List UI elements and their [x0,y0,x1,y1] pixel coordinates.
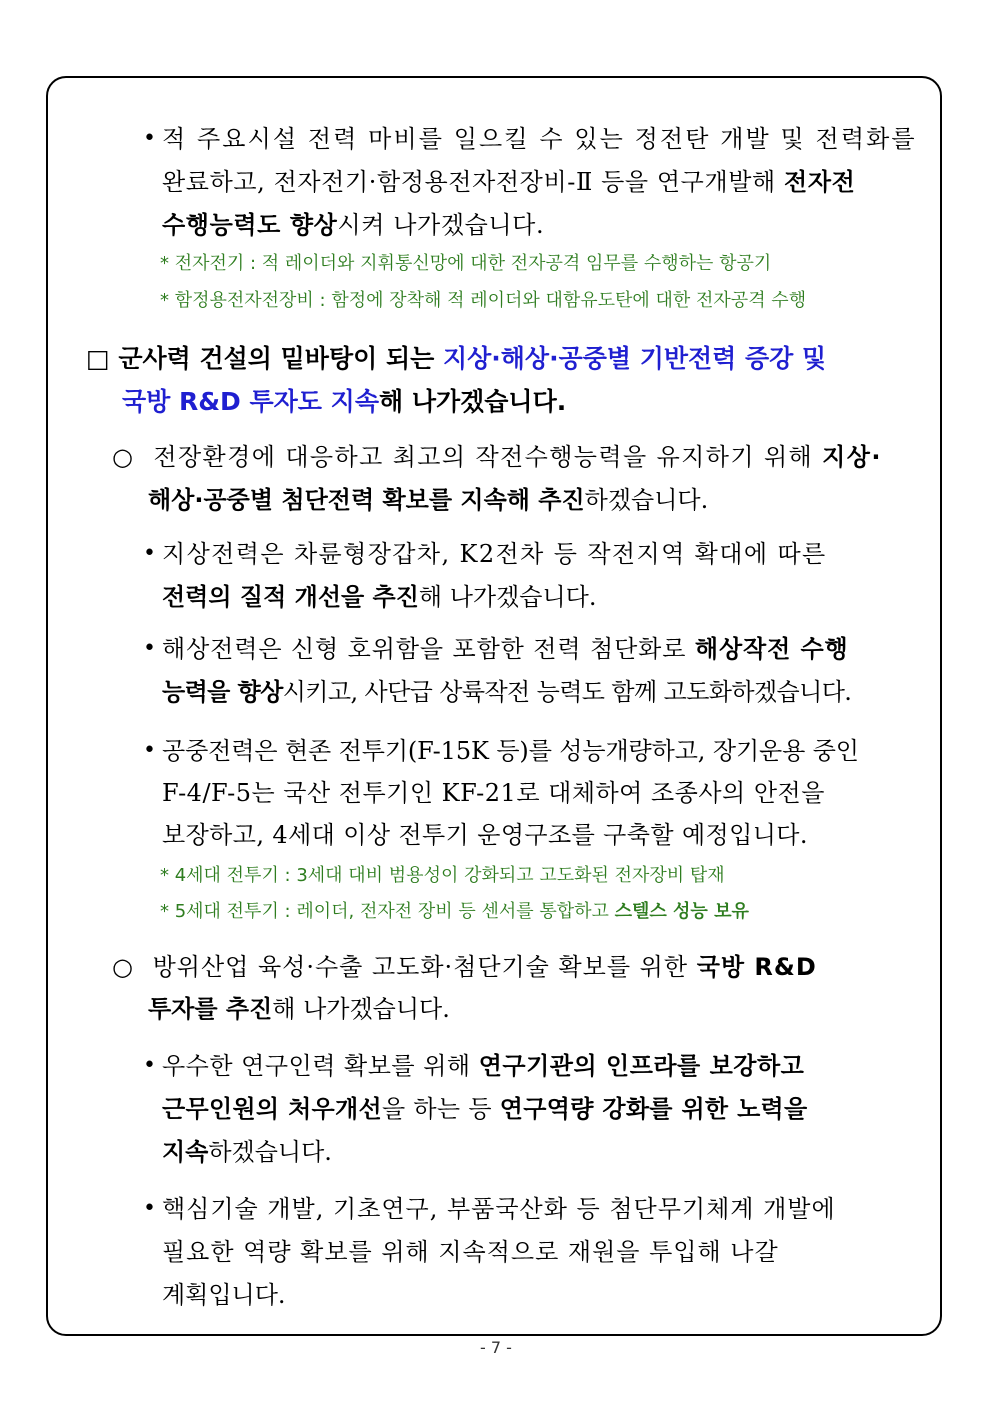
text-line: 수행능력도 향상시켜 나가겠습니다. [162,211,545,239]
bullet-icon: • [143,1053,156,1078]
footnote: * 함정용전자전장비 : 함정에 장착해 적 레이더와 대함유도탄에 대한 전자공격 수행 [160,290,807,311]
text-line: F-4/F-5는 국산 전투기인 KF-21로 대체하여 조종사의 안전을 [162,779,825,807]
circle-bullet-icon: ○ [112,953,134,981]
text-line: 적 주요시설 전력 마비를 일으킬 수 있는 정전탄 개발 및 전력화를 [162,125,917,153]
sub-item: ○ 전장환경에 대응하고 최고의 작전수행능력을 유지하기 위해 지상· [112,443,882,471]
text-line: 핵심기술 개발, 기초연구, 부품국산화 등 첨단무기체계 개발에 [162,1195,836,1223]
sub-item: ○ 방위산업 육성·수출 고도화·첨단기술 확보를 위한 국방 R&D [112,953,817,981]
sub-item: 해상·공중별 첨단전력 확보를 지속해 추진하겠습니다. [148,486,709,514]
bullet-icon: • [143,126,156,151]
page-number: - 7 - [480,1338,512,1357]
footnote: * 4세대 전투기 : 3세대 대비 범용성이 강화되고 고도화된 전자장비 탑재 [160,865,725,886]
bullet-icon: • [143,636,156,661]
footnote: * 5세대 전투기 : 레이더, 전자전 장비 등 센서를 통합하고 스텔스 성능 보유 [160,901,749,922]
text-line: 지속하겠습니다. [162,1138,332,1166]
text-line: 완료하고, 전자전기·함정용전자전장비-Ⅱ 등을 연구개발해 전자전 [162,168,856,196]
text-line: 전력의 질적 개선을 추진해 나가겠습니다. [162,583,597,611]
section-heading: 국방 R&D 투자도 지속해 나가겠습니다. [122,387,567,416]
circle-bullet-icon: ○ [112,443,135,471]
checkbox-square-icon: □ [86,344,110,373]
text-line: 지상전력은 차륜형장갑차, K2전차 등 작전지역 확대에 따른 [162,540,827,568]
sub-item: 투자를 추진해 나가겠습니다. [148,995,450,1023]
text-line: 공중전력은 현존 전투기(F-15K 등)를 성능개량하고, 장기운용 중인 [162,737,859,765]
text-line: 해상전력은 신형 호위함을 포함한 전력 첨단화로 해상작전 수행 [162,635,849,663]
bullet-icon: • [143,541,156,566]
text-line: 근무인원의 처우개선을 하는 등 연구역량 강화를 위한 노력을 [162,1095,808,1123]
text-line: 우수한 연구인력 확보를 위해 연구기관의 인프라를 보강하고 [162,1052,805,1080]
section-heading: □ 군사력 건설의 밑바탕이 되는 지상·해상·공중별 기반전력 증강 및 [86,344,827,373]
text-line: 보장하고, 4세대 이상 전투기 운영구조를 구축할 예정입니다. [162,821,808,849]
bullet-icon: • [143,738,156,763]
bullet-icon: • [143,1196,156,1221]
footnote: * 전자전기 : 적 레이더와 지휘통신망에 대한 전자공격 임무를 수행하는 항공기 [160,253,772,274]
text-line: 필요한 역량 확보를 위해 지속적으로 재원을 투입해 나갈 [162,1238,779,1266]
text-line: 계획입니다. [162,1281,286,1309]
text-line: 능력을 향상시키고, 사단급 상륙작전 능력도 함께 고도화하겠습니다. [162,678,852,706]
